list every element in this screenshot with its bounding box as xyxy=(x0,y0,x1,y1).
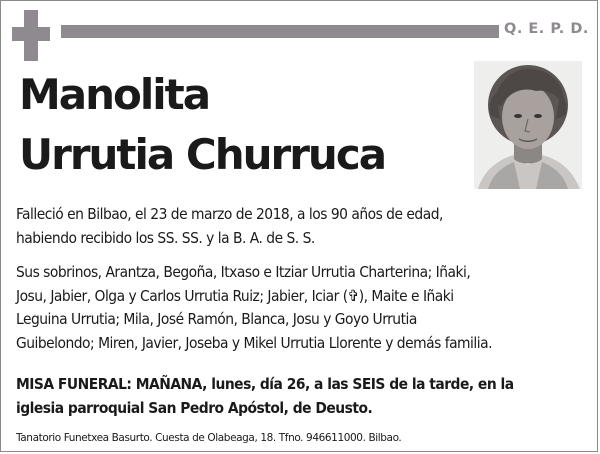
funeral-home-info: Tanatorio Funetxea Basurto. Cuesta de Olabeaga, 18. Tfno. 946611000. Bilbao. xyxy=(16,432,402,444)
deceased-name xyxy=(19,65,385,185)
deceased-portrait-photo xyxy=(474,61,582,189)
deceased-first-name: Manolita xyxy=(19,70,210,119)
family-line: Sus sobrinos, Arantza, Begoña, Itxaso e Itziar Urrutia Charterina; Iñaki, xyxy=(16,263,471,281)
family-list xyxy=(16,261,591,355)
qepd-label: Q. E. P. D. xyxy=(504,21,589,37)
funeral-line: MISA FUNERAL: MAÑANA, lunes, día 26, a las SEIS de la tarde, en la xyxy=(16,375,514,393)
death-announcement xyxy=(16,203,591,250)
funeral-line: iglesia parroquial San Pedro Apóstol, de Deusto. xyxy=(16,398,373,417)
latin-cross-icon xyxy=(12,10,50,61)
announcement-line: Falleció en Bilbao, el 23 de marzo de 2018, a los 90 años de edad, xyxy=(16,205,443,223)
family-line: Leguina Urrutia; Mila, José Ramón, Blanca, Josu y Goyo Urrutia xyxy=(16,310,417,328)
deceased-surnames: Urrutia Churruca xyxy=(19,130,386,179)
family-line: Guibelondo; Miren, Javier, Joseba y Mikel Urrutia Llorente y demás familia. xyxy=(16,333,492,352)
family-line: Josu, Jabier, Olga y Carlos Urrutia Ruiz; Jabier, Iciar (✞), Maite e Iñaki xyxy=(16,286,454,305)
funeral-mass-notice xyxy=(16,373,591,420)
announcement-line: habiendo recibido los SS. SS. y la B. A. de S. S. xyxy=(16,228,315,247)
header-rule xyxy=(61,25,499,38)
